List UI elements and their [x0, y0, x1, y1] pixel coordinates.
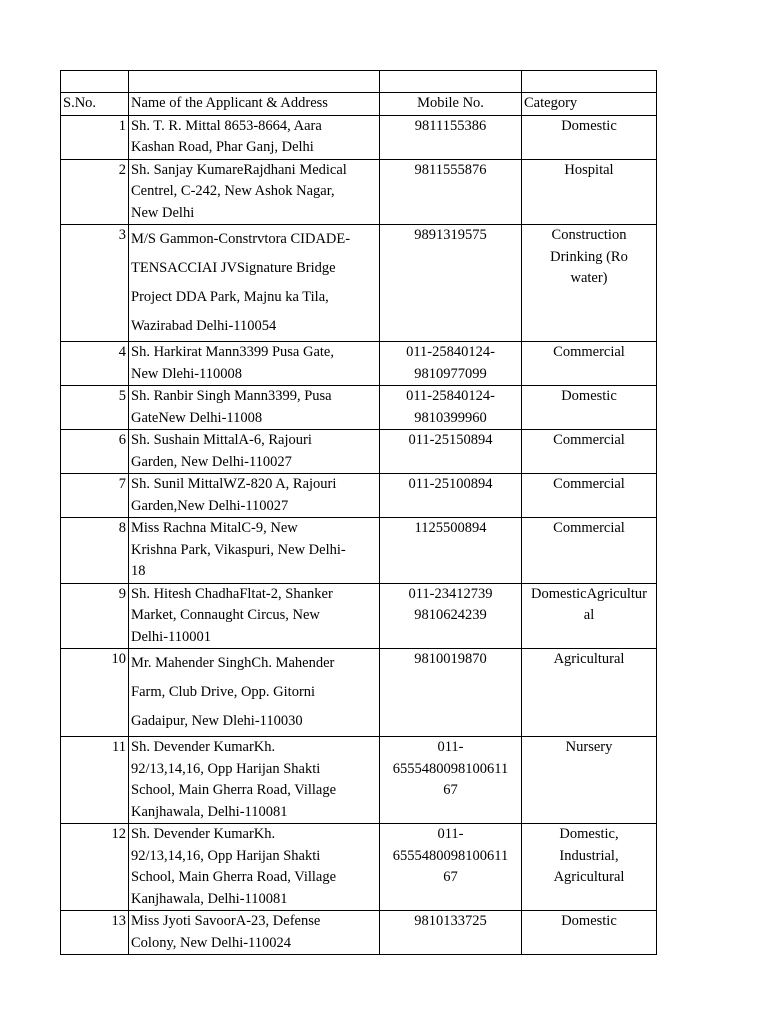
address-line: School, Main Gherra Road, Village [131, 869, 337, 885]
mobile-line: 9811155386 [414, 117, 487, 134]
table-row [61, 474, 657, 518]
category-line: Commercial [553, 344, 625, 360]
row-mobile [380, 159, 522, 225]
address-line: M/S Gammon-Constrvtora CIDADE- [131, 231, 351, 247]
mobile-line: 9811555876 [414, 161, 487, 178]
category-line: Construction [551, 227, 627, 243]
row-applicant-address [129, 911, 380, 955]
row-mobile [380, 824, 522, 911]
table-row [61, 430, 657, 474]
mobile-line: 67 [443, 869, 458, 885]
table-row [61, 386, 657, 430]
category-line: Industrial, [559, 847, 619, 864]
row-category [522, 649, 657, 737]
address-line: New Dlehi-110008 [131, 365, 243, 382]
row-category [522, 159, 657, 225]
address-line: Garden,New Delhi-110027 [131, 497, 289, 514]
mobile-line: 9810133725 [414, 913, 487, 929]
category-line: Commercial [553, 476, 625, 492]
row-mobile [380, 911, 522, 955]
table-row [61, 737, 657, 824]
row-category [522, 386, 657, 430]
mobile-line: 011- [437, 739, 464, 755]
address-line: TENSACCIAI JVSignature Bridge [131, 260, 336, 276]
blank-cell [522, 71, 657, 93]
row-category [522, 225, 657, 342]
category-line: Commercial [553, 432, 625, 448]
address-line: Gadaipur, New Dlehi-110030 [131, 713, 303, 729]
table-row [61, 649, 657, 737]
mobile-line: 67 [443, 782, 458, 798]
row-mobile [380, 225, 522, 342]
category-line: Domestic [561, 117, 617, 134]
address-line: Project DDA Park, Majnu ka Tila, [131, 289, 329, 305]
row-sno: 1 [61, 115, 129, 159]
row-mobile [380, 430, 522, 474]
row-mobile [380, 342, 522, 386]
row-sno: 7 [61, 474, 129, 518]
row-mobile [380, 583, 522, 649]
mobile-line: 011- [437, 826, 464, 842]
row-sno: 4 [61, 342, 129, 386]
table-row [61, 518, 657, 584]
address-line: Krishna Park, Vikaspuri, New Delhi- [131, 541, 346, 558]
address-line: Kanjhawala, Delhi-110081 [131, 890, 288, 907]
category-line: Commercial [553, 520, 625, 536]
header-row [61, 93, 657, 116]
table-row [61, 911, 657, 955]
row-applicant-address [129, 649, 380, 737]
row-applicant-address [129, 115, 380, 159]
row-category [522, 430, 657, 474]
table-row [61, 824, 657, 911]
row-category [522, 518, 657, 584]
mobile-line: 011-25840124- [406, 344, 495, 360]
category-line: Agricultural [553, 651, 625, 667]
address-line: Farm, Club Drive, Opp. Gitorni [131, 684, 316, 700]
row-sno: 5 [61, 386, 129, 430]
table-row [61, 342, 657, 386]
applicants-table [60, 70, 657, 955]
address-line: Miss Jyoti SavoorA-23, Defense [131, 913, 321, 929]
address-line: Centrel, C-242, New Ashok Nagar, [131, 183, 335, 199]
row-mobile [380, 474, 522, 518]
category-line: Domestic [561, 913, 617, 929]
address-line: Sh. Ranbir Singh Mann3399, Pusa [131, 388, 332, 404]
blank-cell [129, 71, 380, 93]
mobile-line: 6555480098100611 [392, 760, 509, 777]
mobile-line: 9891319575 [414, 227, 487, 243]
row-applicant-address [129, 159, 380, 225]
category-line: Domestic, [559, 826, 619, 842]
address-line: New Delhi [131, 204, 195, 221]
row-category [522, 115, 657, 159]
category-line: Drinking (Ro [550, 248, 628, 265]
row-applicant-address [129, 225, 380, 342]
address-line: Miss Rachna MitalC-9, New [131, 520, 298, 536]
row-sno: 6 [61, 430, 129, 474]
address-line: Colony, New Delhi-110024 [131, 934, 292, 951]
row-sno: 13 [61, 911, 129, 955]
row-category [522, 583, 657, 649]
table-row [61, 583, 657, 649]
row-mobile [380, 518, 522, 584]
address-line: Sh. Sushain MittalA-6, Rajouri [131, 432, 312, 448]
mobile-line: 9810019870 [414, 651, 487, 667]
row-sno: 3 [61, 225, 129, 342]
mobile-line: 9810399960 [414, 409, 487, 426]
row-sno: 2 [61, 159, 129, 225]
address-line: Wazirabad Delhi-110054 [131, 318, 277, 334]
mobile-line: 011-25150894 [408, 432, 493, 448]
table-row [61, 225, 657, 342]
row-sno: 12 [61, 824, 129, 911]
mobile-line: 9810977099 [414, 365, 487, 382]
blank-cell [61, 71, 129, 93]
mobile-line: 1125500894 [414, 520, 487, 536]
row-sno: 9 [61, 583, 129, 649]
row-applicant-address [129, 824, 380, 911]
blank-row [61, 71, 657, 93]
blank-cell [380, 71, 522, 93]
address-line: Garden, New Delhi-110027 [131, 453, 292, 470]
row-mobile [380, 115, 522, 159]
address-line: Sh. Devender KumarKh. [131, 739, 276, 755]
mobile-line: 9810624239 [414, 607, 487, 623]
row-mobile [380, 649, 522, 737]
address-line: Market, Connaught Circus, New [131, 607, 320, 623]
header-category: Category [522, 93, 657, 116]
table-row [61, 115, 657, 159]
table-row [61, 159, 657, 225]
row-applicant-address [129, 737, 380, 824]
row-category [522, 342, 657, 386]
category-line: DomesticAgricultur [531, 585, 647, 602]
mobile-line: 6555480098100611 [392, 847, 509, 864]
address-line: Mr. Mahender SinghCh. Mahender [131, 655, 335, 671]
row-sno: 8 [61, 518, 129, 584]
row-category [522, 474, 657, 518]
row-category [522, 911, 657, 955]
row-sno: 11 [61, 737, 129, 824]
address-line: Sh. Sanjay KumareRajdhani Medical [131, 161, 347, 178]
address-line: 92/13,14,16, Opp Harijan Shakti [131, 847, 321, 864]
category-line: Agricultural [553, 869, 625, 885]
row-mobile [380, 737, 522, 824]
row-applicant-address [129, 583, 380, 649]
mobile-line: 011-25840124- [406, 388, 495, 404]
category-line: Nursery [565, 739, 613, 755]
row-applicant-address [129, 342, 380, 386]
address-line: Sh. Harkirat Mann3399 Pusa Gate, [131, 344, 334, 360]
address-line: Delhi-110001 [131, 628, 212, 645]
row-sno: 10 [61, 649, 129, 737]
row-applicant-address [129, 474, 380, 518]
category-line: Hospital [564, 161, 614, 178]
address-line: Sh. Devender KumarKh. [131, 826, 276, 842]
address-line: Sh. Sunil MittalWZ-820 A, Rajouri [131, 476, 337, 492]
row-applicant-address [129, 386, 380, 430]
header-mobile: Mobile No. [380, 93, 522, 116]
category-line: al [583, 607, 595, 623]
address-line: School, Main Gherra Road, Village [131, 782, 337, 798]
address-line: GateNew Delhi-11008 [131, 409, 263, 426]
header-sno: S.No. [61, 93, 129, 116]
category-line: Domestic [561, 388, 617, 404]
table-body [61, 71, 657, 955]
address-line: Sh. T. R. Mittal 8653-8664, Aara [131, 117, 322, 134]
row-category [522, 737, 657, 824]
mobile-line: 011-25100894 [408, 476, 493, 492]
address-line: 18 [131, 563, 146, 579]
row-category [522, 824, 657, 911]
address-line: Sh. Hitesh ChadhaFltat-2, Shanker [131, 585, 333, 602]
row-applicant-address [129, 430, 380, 474]
address-line: 92/13,14,16, Opp Harijan Shakti [131, 760, 321, 777]
address-line: Kanjhawala, Delhi-110081 [131, 803, 288, 820]
header-name: Name of the Applicant & Address [129, 93, 380, 116]
row-applicant-address [129, 518, 380, 584]
row-mobile [380, 386, 522, 430]
category-line: water) [570, 270, 608, 286]
address-line: Kashan Road, Phar Ganj, Delhi [131, 139, 314, 155]
mobile-line: 011-23412739 [408, 585, 493, 602]
